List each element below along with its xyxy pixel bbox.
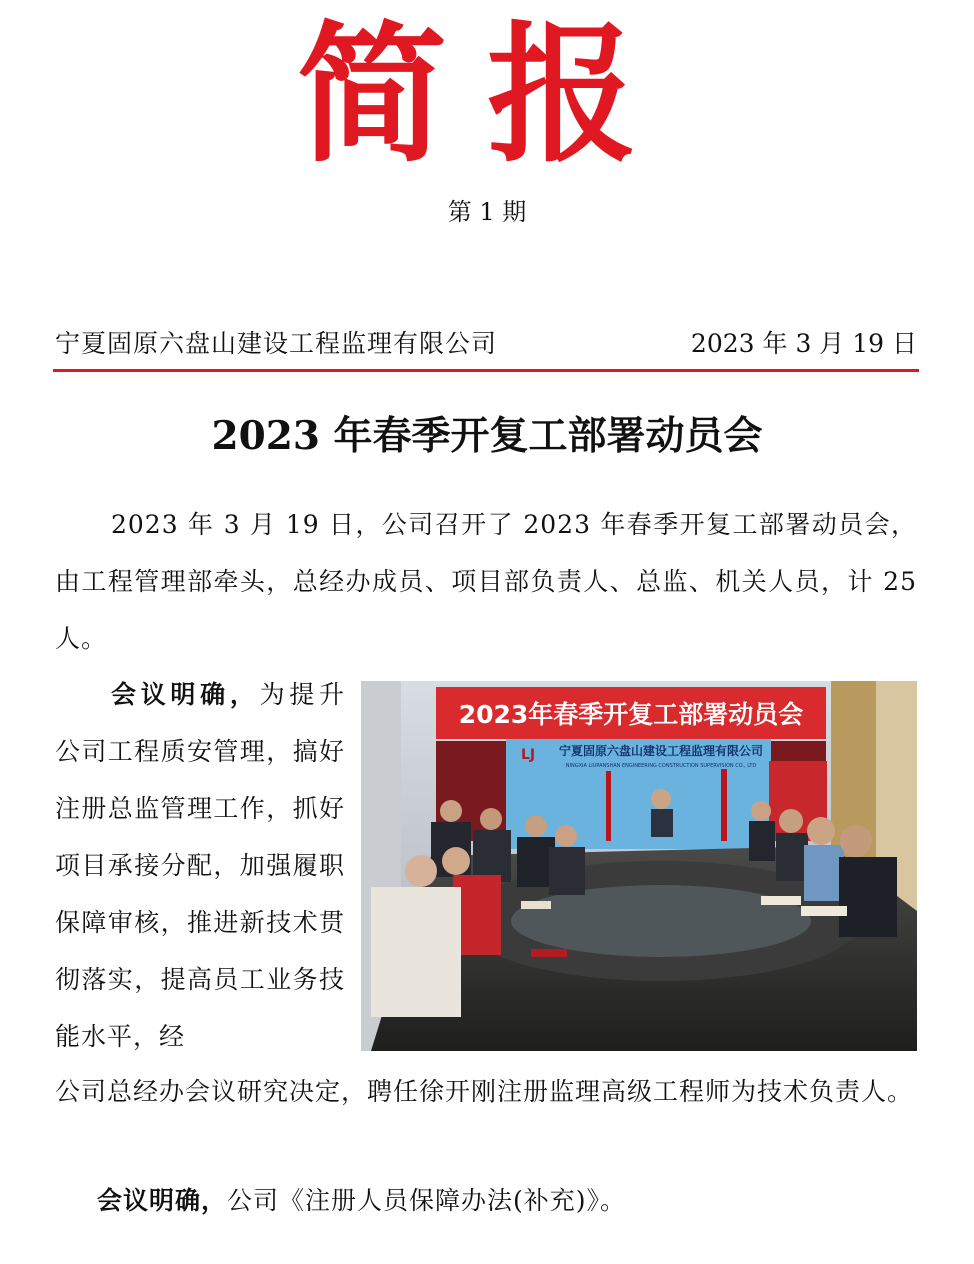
paragraph-intro: 2023 年 3 月 19 日，公司召开了 2023 年春季开复工部署动员会，由工程管理部牵头，总经办成员、项目部负责人、总监、机关人员，计 25 人。 — [55, 510, 917, 653]
meeting-photo-illustration — [361, 681, 917, 1051]
guarantee-text: 公司《注册人员保障办法(补充)》。 — [227, 1186, 627, 1215]
photo-banner-text: 2023年春季开复工部署动员会 — [458, 700, 804, 729]
paragraph-decision-continued: 公司总经办会议研究决定，聘任徐开刚注册监理高级工程师为技术负责人。 — [55, 1077, 914, 1106]
photo-company-sign-en: NINGXIA LIUPANSHAN ENGINEERING CONSTRUCTION SUPERVISION CO., LTD — [565, 763, 757, 769]
decision-text: 为提升公司工程质安管理，搞好注册总监管理工作，抓好项目承接分配，加强履职保障审核，推进新技术贯彻落实，提高员工业务技能水平，经 — [55, 680, 345, 1051]
red-divider — [53, 369, 919, 372]
publish-date: 2023 年 3 月 19 日 — [690, 329, 917, 358]
photo-logo-text: LJ — [521, 747, 536, 763]
organization-name: 宁夏固原六盘山建设工程监理有限公司 — [55, 329, 498, 358]
photo-company-sign: 宁夏固原六盘山建设工程监理有限公司 — [558, 744, 764, 758]
article-title: 2023 年春季开复工部署动员会 — [211, 413, 763, 459]
decision-lead: 会议明确， — [111, 680, 260, 709]
paragraph-decision — [55, 666, 345, 1065]
meeting-photo — [361, 681, 917, 1051]
guarantee-lead: 会议明确， — [97, 1186, 228, 1215]
paragraph-guarantee — [55, 1172, 917, 1229]
issue-number: 第 1 期 — [447, 198, 527, 226]
masthead-title: 简报 — [296, 7, 677, 183]
